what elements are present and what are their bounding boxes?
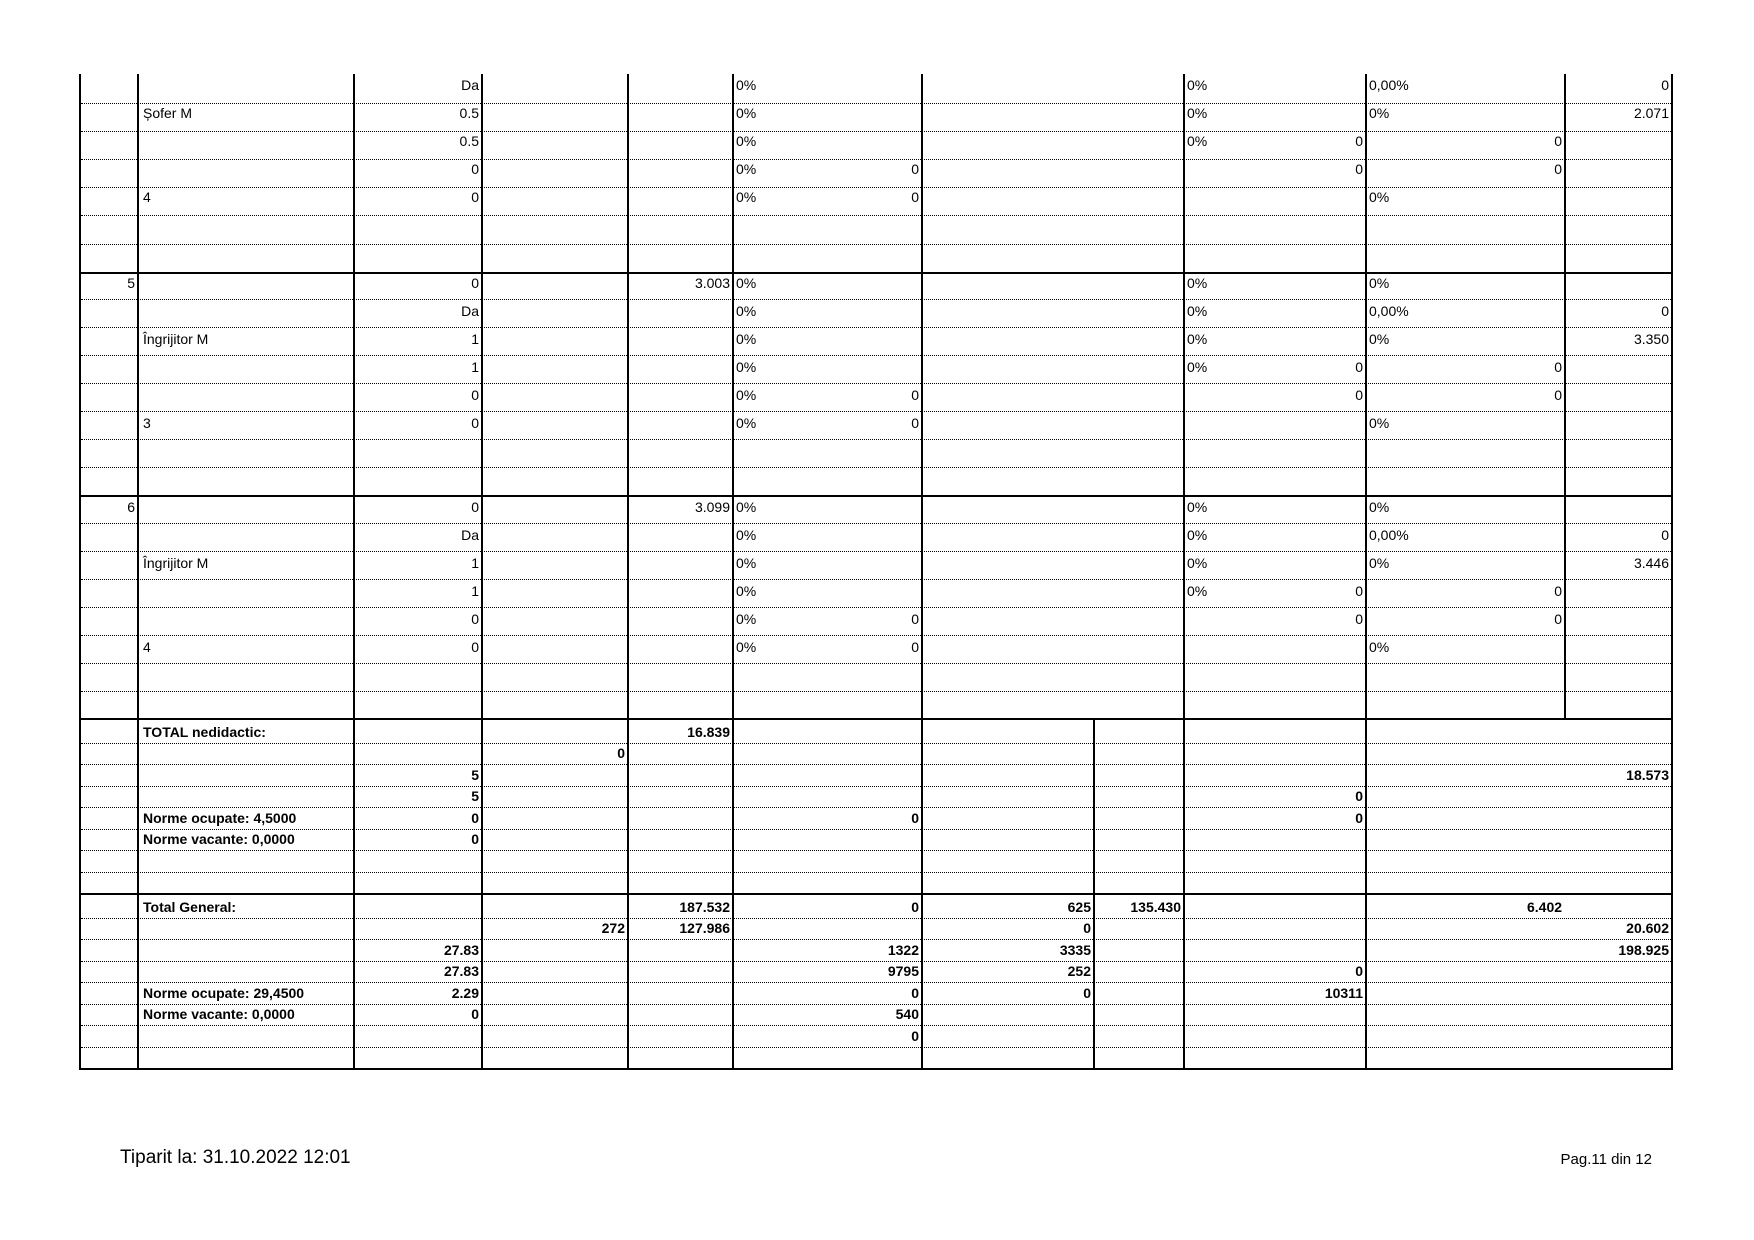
total-cell: 0 — [1355, 788, 1363, 804]
row-line — [81, 131, 1671, 132]
qty-cell: 1 — [471, 583, 479, 599]
column-divider — [353, 74, 355, 1070]
row-line — [81, 961, 1671, 962]
percent-cell: 0% — [1187, 359, 1208, 375]
percent-cell: 0% — [736, 499, 757, 515]
column-divider — [1365, 74, 1367, 1070]
percent-cell: 0% — [736, 275, 757, 291]
column-divider — [921, 74, 923, 1070]
table-border-bottom — [79, 1068, 1673, 1070]
zero-cell: 0 — [1554, 611, 1562, 627]
column-divider — [1564, 74, 1566, 720]
total-amount: 127.986 — [679, 920, 730, 936]
row-line — [81, 764, 1671, 765]
row-line — [81, 299, 1671, 300]
percent-cell: 0% — [736, 303, 757, 319]
percent-cell: 0% — [1369, 555, 1390, 571]
row-line — [81, 103, 1671, 104]
amount-cell: 3.003 — [694, 275, 730, 291]
total-cell: 625 — [1067, 899, 1091, 915]
row-line — [81, 850, 1671, 851]
row-line — [81, 635, 1671, 636]
percent-cell: 0,00% — [1369, 303, 1409, 319]
table-border-left — [79, 74, 81, 1070]
block-separator — [79, 893, 1673, 895]
percent-cell: 0% — [1187, 527, 1208, 543]
percent-cell: 0% — [1187, 275, 1208, 291]
zero-cell: 0 — [1661, 77, 1669, 93]
grade: 4 — [143, 639, 151, 655]
total-nedidactic-label: TOTAL nedidactic: — [143, 724, 266, 740]
percent-cell: 0,00% — [1369, 77, 1409, 93]
total-cell: 0 — [1355, 810, 1363, 826]
total-cell: 9795 — [887, 963, 919, 979]
percent-cell: 0% — [736, 527, 757, 543]
employee-name: Îngrijitor M — [143, 331, 209, 347]
percent-cell: 0% — [1187, 499, 1208, 515]
total-qty: 0 — [471, 810, 479, 826]
percent-cell: 0% — [1187, 77, 1208, 93]
percent-cell: 0% — [736, 331, 757, 347]
zero-cell: 0 — [1554, 133, 1562, 149]
column-divider — [1093, 720, 1095, 1070]
total-cell: 0 — [911, 1028, 919, 1044]
total-cell: 252 — [1067, 963, 1091, 979]
row-line — [81, 355, 1671, 356]
zero-cell: 0 — [911, 387, 919, 403]
zero-cell: 0 — [911, 189, 919, 205]
total-amount: 16.839 — [687, 724, 730, 740]
row-number: 5 — [127, 275, 135, 291]
norme-ocupate: Norme ocupate: 29,4500 — [143, 985, 305, 1001]
total-cell: 3335 — [1059, 942, 1091, 958]
row-number: 6 — [127, 499, 135, 515]
qty-cell: 1 — [471, 555, 479, 571]
column-divider — [1183, 74, 1185, 1070]
percent-cell: 0% — [1369, 499, 1390, 515]
row-line — [81, 215, 1671, 216]
total-qty: 2.29 — [451, 985, 479, 1001]
row-line — [81, 467, 1671, 468]
value-cell: 3.350 — [1633, 331, 1669, 347]
percent-cell: 0% — [736, 77, 757, 93]
zero-cell: 0 — [1355, 161, 1363, 177]
row-line — [81, 663, 1671, 664]
total-cell: 272 — [601, 920, 625, 936]
percent-cell: 0% — [736, 415, 757, 431]
block-separator — [79, 495, 1673, 497]
percent-cell: 0% — [1187, 105, 1208, 121]
page-number: Pag.11 din 12 — [1560, 1151, 1652, 1168]
norme-vacante: Norme vacante: 0,0000 — [143, 1006, 295, 1022]
percent-cell: 0% — [736, 583, 757, 599]
total-cell: 10311 — [1324, 985, 1363, 1001]
employee-name: Îngrijitor M — [143, 555, 209, 571]
percent-cell: 0% — [1187, 583, 1208, 599]
total-value: 18.573 — [1626, 767, 1669, 783]
zero-cell: 0 — [1554, 161, 1562, 177]
qty-cell: 0 — [471, 189, 479, 205]
qty-cell: Da — [461, 303, 479, 319]
total-general-label: Total General: — [143, 899, 237, 915]
zero-cell: 0 — [1355, 387, 1363, 403]
row-line — [81, 607, 1671, 608]
total-qty: 0 — [471, 1006, 479, 1022]
percent-cell: 0% — [1369, 189, 1390, 205]
percent-cell: 0% — [1369, 105, 1390, 121]
row-line — [81, 829, 1671, 830]
qty-cell: 0 — [471, 639, 479, 655]
row-line — [81, 807, 1671, 808]
zero-cell: 0 — [1554, 359, 1562, 375]
employee-name: Șofer M — [143, 105, 193, 121]
column-divider — [732, 74, 734, 1070]
total-cell: 0 — [1083, 920, 1091, 936]
percent-cell: 0% — [736, 133, 757, 149]
zero-cell: 0 — [1355, 583, 1363, 599]
total-cell: 6.402 — [1527, 899, 1563, 915]
row-line — [81, 439, 1671, 440]
grade: 3 — [143, 415, 151, 431]
row-line — [81, 786, 1671, 787]
total-cell: 0 — [911, 810, 919, 826]
zero-cell: 0 — [1661, 303, 1669, 319]
total-cell: 0 — [911, 899, 919, 915]
zero-cell: 0 — [1355, 359, 1363, 375]
zero-cell: 0 — [1661, 527, 1669, 543]
total-amount: 187.532 — [679, 899, 730, 915]
row-line — [81, 383, 1671, 384]
row-line — [81, 982, 1671, 983]
column-divider — [627, 74, 629, 1070]
percent-cell: 0% — [1369, 331, 1390, 347]
percent-cell: 0% — [1187, 303, 1208, 319]
zero-cell: 0 — [1355, 133, 1363, 149]
percent-cell: 0% — [736, 555, 757, 571]
zero-cell: 0 — [911, 639, 919, 655]
row-line — [81, 691, 1671, 692]
total-cell: 0 — [911, 985, 919, 1001]
column-divider — [137, 74, 139, 1070]
percent-cell: 0% — [1187, 555, 1208, 571]
qty-cell: 0 — [471, 387, 479, 403]
percent-cell: 0% — [1187, 133, 1208, 149]
table-border-right — [1671, 74, 1673, 1070]
qty-cell: 0 — [471, 415, 479, 431]
percent-cell: 0,00% — [1369, 527, 1409, 543]
row-line — [81, 244, 1671, 245]
total-qty: 0 — [471, 831, 479, 847]
row-line — [81, 939, 1671, 940]
zero-cell: 0 — [1355, 611, 1363, 627]
total-cell: 0 — [617, 745, 625, 761]
percent-cell: 0% — [1369, 275, 1390, 291]
total-qty: 5 — [471, 788, 479, 804]
zero-cell: 0 — [911, 611, 919, 627]
total-cell: 0 — [1355, 963, 1363, 979]
row-line — [81, 872, 1671, 873]
qty-cell: 0 — [471, 499, 479, 515]
zero-cell: 0 — [1554, 387, 1562, 403]
block-separator — [79, 272, 1673, 274]
row-line — [81, 1025, 1671, 1026]
qty-cell: 0 — [471, 161, 479, 177]
total-cell: 20.602 — [1626, 920, 1669, 936]
grade: 4 — [143, 189, 151, 205]
percent-cell: 0% — [736, 639, 757, 655]
total-cell: 0 — [1083, 985, 1091, 1001]
qty-cell: 0 — [471, 275, 479, 291]
zero-cell: 0 — [911, 161, 919, 177]
amount-cell: 3.099 — [694, 499, 730, 515]
row-line — [81, 1047, 1671, 1048]
row-line — [81, 743, 1671, 744]
value-cell: 2.071 — [1633, 105, 1669, 121]
qty-cell: 1 — [471, 331, 479, 347]
row-line — [81, 159, 1671, 160]
percent-cell: 0% — [736, 105, 757, 121]
total-qty: 5 — [471, 767, 479, 783]
percent-cell: 0% — [736, 611, 757, 627]
row-line — [81, 579, 1671, 580]
block-separator — [79, 718, 1673, 720]
qty-cell: 1 — [471, 359, 479, 375]
percent-cell: 0% — [1187, 331, 1208, 347]
row-line — [81, 551, 1671, 552]
row-line — [81, 1004, 1671, 1005]
qty-cell: 0.5 — [459, 133, 479, 149]
total-qty: 27.83 — [443, 942, 479, 958]
percent-cell: 0% — [1369, 415, 1390, 431]
total-cell: 1322 — [887, 942, 919, 958]
row-line — [81, 327, 1671, 328]
value-cell: 3.446 — [1633, 555, 1669, 571]
norme-vacante: Norme vacante: 0,0000 — [143, 831, 295, 847]
percent-cell: 0% — [1369, 639, 1390, 655]
total-qty: 27.83 — [443, 963, 479, 979]
row-line — [81, 187, 1671, 188]
percent-cell: 0% — [736, 359, 757, 375]
percent-cell: 0% — [736, 161, 757, 177]
qty-cell: 0 — [471, 611, 479, 627]
qty-cell: Da — [461, 77, 479, 93]
column-divider — [481, 74, 483, 1070]
print-timestamp: Tiparit la: 31.10.2022 12:01 — [120, 1147, 351, 1168]
percent-cell: 0% — [736, 189, 757, 205]
norme-ocupate: Norme ocupate: 4,5000 — [143, 810, 297, 826]
row-line — [81, 411, 1671, 412]
total-cell: 135.430 — [1130, 899, 1181, 915]
row-line — [81, 918, 1671, 919]
zero-cell: 0 — [1554, 583, 1562, 599]
row-line — [81, 523, 1671, 524]
total-cell: 198.925 — [1618, 942, 1669, 958]
qty-cell: Da — [461, 527, 479, 543]
percent-cell: 0% — [736, 387, 757, 403]
total-cell: 540 — [895, 1006, 919, 1022]
zero-cell: 0 — [911, 415, 919, 431]
qty-cell: 0.5 — [459, 105, 479, 121]
